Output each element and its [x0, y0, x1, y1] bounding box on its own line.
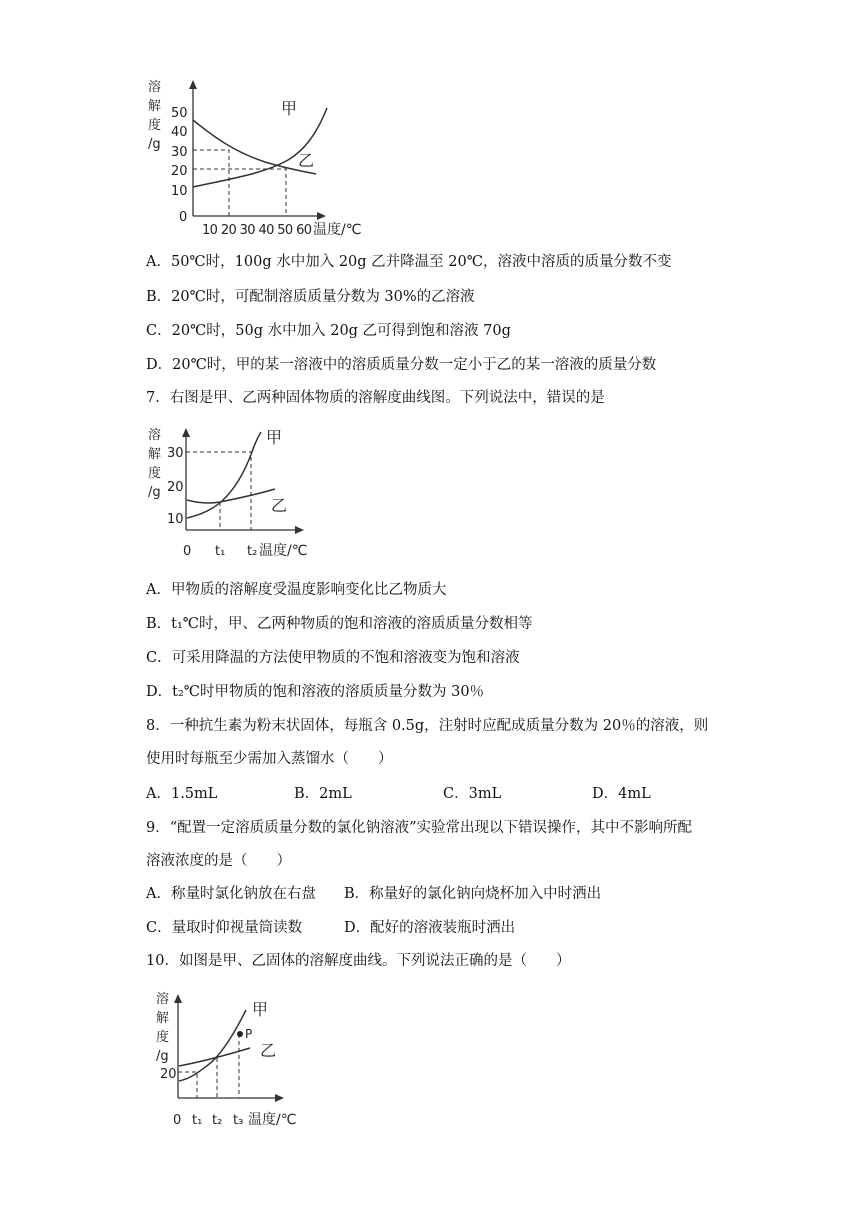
graph1-ytick-50: 50: [171, 106, 188, 121]
graph1-ytick-20: 20: [171, 164, 188, 179]
q6-option-c: C．20℃时，50g 水中加入 20g 乙可得到饱和溶液 70g: [146, 323, 511, 339]
graph3-curve-jia: [179, 1010, 246, 1081]
graph2-xtick-t2: t₂: [247, 544, 258, 559]
graph2-xtick-t1: t₁: [215, 544, 226, 559]
q10-stem: 10．如图是甲、乙固体的溶解度曲线。下列说法正确的是（ ）: [146, 953, 571, 969]
q9-option-d: D．配好的溶液装瓶时洒出: [344, 920, 516, 936]
q7-option-c: C．可采用降温的方法使甲物质的不饱和溶液变为饱和溶液: [146, 650, 520, 666]
graph3-ylabel-1: 溶: [156, 992, 170, 1007]
graph1-ytick-10: 10: [171, 184, 188, 199]
graph3-xtick-t2: t₂: [212, 1113, 223, 1128]
graph2-ytick-20: 20: [167, 480, 184, 495]
q9-stem-line2: 溶液浓度的是（ ）: [146, 853, 291, 869]
graph2-ylabel-2: 解: [148, 447, 162, 462]
graph3-xtick-t1: t₁: [192, 1113, 203, 1128]
graph3-label-yi: 乙: [260, 1041, 277, 1060]
graph1-xlabel: 温度/℃: [313, 222, 362, 238]
graph3-ylabel-2: 解: [156, 1011, 170, 1026]
graph1-curve-jia: [193, 108, 327, 187]
graph3-ylabel-3: 度: [156, 1030, 170, 1045]
q8-option-c: C．3mL: [443, 786, 502, 802]
q6-option-a: A．50℃时，100g 水中加入 20g 乙并降温至 20℃，溶液中溶质的质量分数不变: [146, 254, 672, 270]
graph3-xtick-t3: t₃: [233, 1113, 244, 1128]
graph1-ylabel-4: /g: [148, 137, 161, 152]
graph2-ytick-30: 30: [167, 446, 184, 461]
q7-option-b: B．t₁℃时，甲、乙两种物质的饱和溶液的溶质质量分数相等: [146, 616, 533, 632]
q8-option-d: D．4mL: [592, 786, 651, 802]
graph3-xlabel: 温度/℃: [248, 1112, 297, 1128]
graph3-ylabel-4: /g: [156, 1049, 169, 1064]
graph3-xtick-0: 0: [173, 1113, 182, 1128]
graph2-ylabel-4: /g: [148, 485, 161, 500]
graph1-ylabel-3: 度: [148, 118, 162, 133]
graph2-xlabel: 温度/℃: [259, 543, 308, 559]
graph2-xtick-0: 0: [183, 544, 192, 559]
graph1-ylabel-1: 溶: [148, 80, 162, 95]
graph2-ytick-10: 10: [167, 512, 184, 527]
q6-option-d: D．20℃时，甲的某一溶液中的溶质质量分数一定小于乙的某一溶液的质量分数: [146, 357, 657, 373]
q8-stem-line1: 8．一种抗生素为粉末状固体，每瓶含 0.5g，注射时应配成质量分数为 20％的溶液，则: [146, 718, 709, 734]
q8-stem-line2: 使用时每瓶至少需加入蒸馏水（ ）: [146, 751, 393, 767]
graph1-label-jia: 甲: [281, 99, 298, 118]
graph3-label-p: P: [245, 1027, 253, 1041]
q9-stem-line1: 9．“配置一定溶质质量分数的氯化钠溶液”实验常出现以下错误操作，其中不影响所配: [146, 820, 693, 836]
q9-option-c: C．量取时仰视量筒读数: [146, 920, 303, 936]
q6-option-b: B．20℃时，可配制溶质质量分数为 30%的乙溶液: [146, 289, 475, 305]
solubility-graph-2: [140, 426, 340, 566]
graph1-ytick-0: 0: [179, 210, 188, 225]
graph2-ylabel-3: 度: [148, 466, 162, 481]
graph2-curve-jia: [187, 432, 261, 518]
graph2-ylabel-1: 溶: [148, 428, 162, 443]
graph1-ylabel-2: 解: [148, 99, 162, 114]
graph3-ytick-20: 20: [160, 1067, 177, 1082]
graph1-ytick-30: 30: [171, 145, 188, 160]
graph1-xticks: 10 20 30 40 50 60: [202, 223, 312, 238]
graph1-label-yi: 乙: [298, 151, 315, 170]
graph2-label-yi: 乙: [271, 496, 288, 515]
graph2-label-jia: 甲: [266, 428, 283, 447]
graph1-ytick-40: 40: [171, 125, 188, 140]
solubility-graph-1: [140, 78, 380, 238]
q7-option-d: D．t₂℃时甲物质的饱和溶液的溶质质量分数为 30％: [146, 684, 485, 700]
q9-option-a: A．称量时氯化钠放在右盘: [146, 886, 316, 902]
q7-option-a: A．甲物质的溶解度受温度影响变化比乙物质大: [146, 582, 447, 598]
graph3-point-p: [237, 1031, 243, 1037]
graph3-label-jia: 甲: [252, 1000, 269, 1019]
q8-option-a: A．1.5mL: [146, 786, 218, 802]
q8-option-b: B．2mL: [294, 786, 352, 802]
q9-option-b: B．称量好的氯化钠向烧杯加入中时洒出: [344, 886, 602, 902]
solubility-graph-3: [150, 990, 310, 1130]
q7-stem: 7．右图是甲、乙两种固体物质的溶解度曲线图。下列说法中，错误的是: [146, 390, 605, 406]
